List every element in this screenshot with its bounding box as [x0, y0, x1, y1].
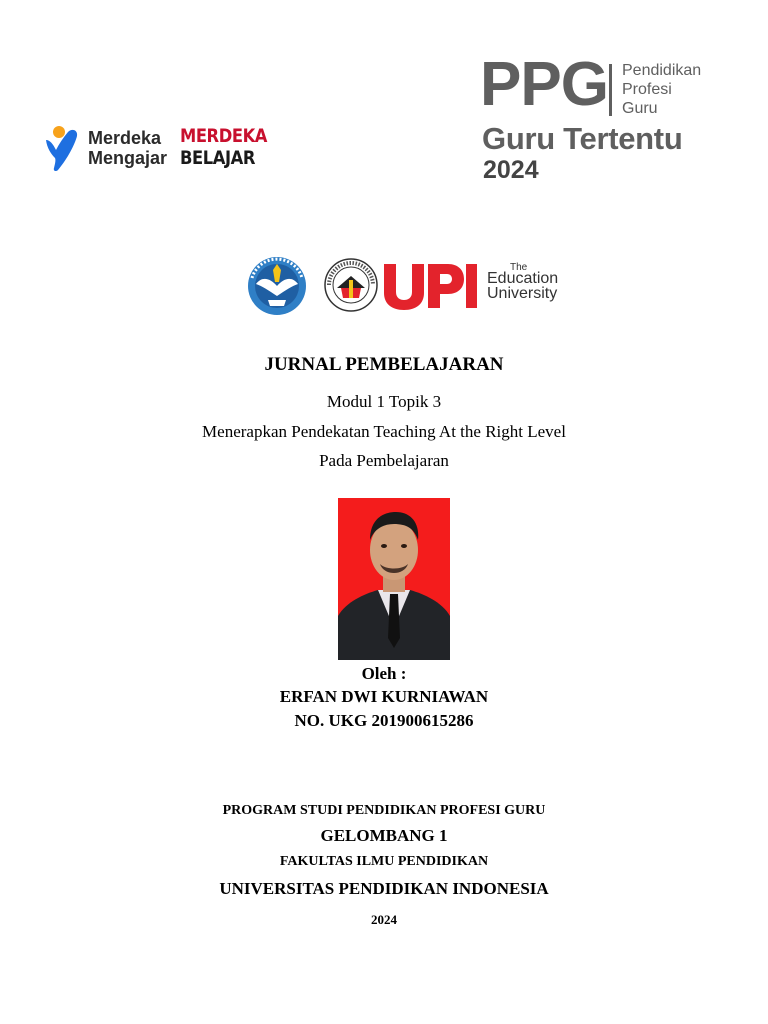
ppg-wordmark: PPG	[480, 50, 608, 119]
tut-wuri-handayani-icon	[246, 256, 308, 316]
ppg-subtitle: Guru Tertentu	[482, 121, 683, 156]
upi-tag-line2: University	[487, 285, 558, 302]
upi-seal-icon	[324, 258, 378, 312]
ukg-number: NO. UKG 201900615286	[294, 711, 474, 730]
ppg-line1: Pendidikan	[622, 62, 702, 79]
upi-tag-the: The	[510, 262, 528, 273]
ppg-line2: Profesi	[622, 81, 672, 98]
oleh-label: Oleh :	[361, 664, 407, 683]
upi-tag-line1: Education	[487, 270, 559, 287]
merdeka-mengajar-mark-icon	[44, 124, 82, 172]
gelombang: GELOMBANG 1	[320, 826, 448, 845]
merdeka-mengajar-line1: Merdeka	[88, 128, 162, 148]
upi-wordmark-icon	[382, 262, 478, 310]
merdeka-belajar-line2: BELAJAR	[180, 147, 255, 169]
ppg-line3: Guru	[622, 100, 658, 117]
author-name: ERFAN DWI KURNIAWAN	[279, 687, 489, 706]
university-name: UNIVERSITAS PENDIDIKAN INDONESIA	[219, 879, 549, 898]
module-topic: Modul 1 Topik 3	[326, 392, 442, 411]
merdeka-mengajar-logo	[44, 124, 268, 174]
faculty-name: FAKULTAS ILMU PENDIDIKAN	[279, 854, 489, 869]
subtitle-line1: Menerapkan Pendekatan Teaching At the Right Level	[202, 422, 566, 441]
ppg-year: 2024	[483, 156, 539, 184]
ppg-logo	[480, 50, 740, 185]
program-name: PROGRAM STUDI PENDIDIKAN PROFESI GURU	[222, 803, 546, 818]
author-photo	[338, 498, 450, 660]
person-portrait-icon	[338, 498, 450, 660]
merdeka-belajar-line1: MERDEKA	[180, 125, 268, 147]
ppg-divider	[609, 64, 612, 116]
document-year: 2024	[371, 912, 397, 927]
document-title: JURNAL PEMBELAJARAN	[264, 354, 504, 375]
merdeka-mengajar-line2: Mengajar	[88, 148, 168, 168]
subtitle-line2: Pada Pembelajaran	[319, 451, 449, 470]
